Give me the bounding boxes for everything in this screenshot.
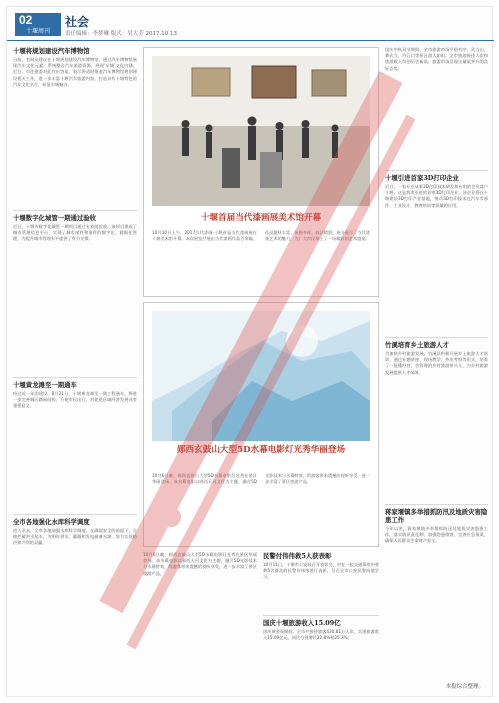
page-header	[7, 7, 494, 43]
feature-body: 10月6日晚，郧西玄鼓山大型5D水幕电影灯光秀在景区华丽登场。该水幕电影以郧西天河文化为主题，融合5D光影技术与水幕特效，给游客带来震撼的视听享受，进一步丰富了景区夜游产品。	[152, 473, 370, 485]
feature-box-exhibition	[143, 47, 379, 297]
feature-body: 10月10日上午，2017当代漆画·十堰首届当代漆画展在十堰美术馆开幕。本次展览共展出当代漆画作品百余幅，作品题材丰富、风格多样、技法精湛，充分展示了当代漆画艺术的魅力，为广大市民奉上了一场精彩的艺术盛宴。	[152, 230, 370, 242]
article-title: 民警付伟伟救5人获表彰	[263, 552, 332, 560]
article-title: 十堰数字化城管一期通过验收	[13, 214, 97, 222]
article-title: 蒋家堰镇多举措抓防汛及地质灾害隐患工作	[385, 508, 488, 524]
divider	[13, 514, 137, 515]
right-column	[385, 47, 488, 677]
article	[13, 47, 137, 207]
article-title: 十堰引进首家3D打印企业	[385, 174, 459, 182]
article-body: 今年以来，蒋家堰镇多举措抓防汛及地质灾害隐患工作，落实防汛责任制，加强隐患排查，完善应急预案，确保人民群众生命财产安全。	[385, 526, 488, 544]
article-title: 十堰将规划建设汽车博物馆	[13, 47, 90, 55]
article-body: 进入汛末，全市各地加强水库科学调度，在确保安全的前提下，合理拦蓄洪水尾水，为明年供水、灌溉和发电储备水源，努力实现防洪和兴利的双赢。	[13, 528, 137, 546]
divider	[385, 504, 488, 505]
article-body: 国庆中秋双节期间，全市旅游市场平稳有序，武当山、赛武当、丹江口等景区游人如织。全市旅游接待人次和旅游收入均创历史新高，旅游市场呈现出量质齐升的良好态势。	[385, 47, 488, 71]
article-body: 经过近一年的建设，8月21日，十堰黄龙滩至一期工程通车，将进一步完善城区路网结构，方便市民出行，对促进区域经济发展具有重要意义。	[13, 391, 137, 409]
article-title: 国庆十堰旅游收入15.09亿	[263, 619, 341, 627]
feature-title: 郧西玄鼓山大型5D水幕电影灯光秀华丽登场	[176, 445, 346, 455]
article-body: 10月11日，十堰市公安局召开表彰会，对在一起交通事故中勇救5名群众的民警付伟伟进行表彰，号召全市公安民警向他学习。	[263, 562, 379, 580]
section-title: 社会	[65, 15, 90, 29]
divider	[13, 210, 137, 211]
article-body: 近日，一家专业从事3D打印技术研发和应用的企业落户十堰，这是我市引进的首家3D打印企业。该企业将在十堰建设3D打印产业基地，推动3D打印技术在汽车零部件、工业设计、教育培训等领域的应用。	[385, 184, 488, 208]
article-body: 国庆黄金周期间，全市共接待游客430.81万人次，实现旅游收入15.09亿元，同比分别增长22.8%和25.3%。	[263, 629, 379, 641]
article-title: 竹溪培育乡土旅游人才	[385, 341, 449, 349]
article-body: 日前，有网友建议在十堰规划建设汽车博物馆，通过汽车博物馆展现汽车文化元素，系统整合汽车旅游资源，展现‘车城’文化内涵。近日，市住建委对此作出答复，表示将适时推进汽车博物馆规划建设相关工作，进一步丰富十堰汽车旅游内容，打造具有十堰特色的汽车文化名片，彰显车城魅力。	[13, 57, 137, 87]
divider	[13, 377, 137, 378]
article-body: 近日，十堰市数字化城管一期项目通过专家组验收。该项目建成了城市管理信息平台，实现了城市部件和事件的数字化、精细化管理，为提升城市管理水平提供了有力支撑。	[13, 224, 137, 242]
article	[13, 381, 137, 511]
newspaper-page	[6, 6, 493, 697]
feature-box-water-screen	[143, 302, 379, 547]
footer-note: 本报综合整理。	[445, 684, 484, 690]
article-body: 10月6日晚，郧西玄鼓山大型5D水幕电影灯光秀在景区华丽登场。该水幕电影以郧西天河文化为主题，融合5D光影技术与水幕特效，给游客带来震撼的视听享受，进一步丰富了景区夜游产品。	[143, 552, 257, 576]
editor-line: 责任编辑：李梦琳 版式：吴大芳 2017.10.13	[65, 31, 177, 37]
left-column	[13, 47, 137, 689]
article-title: 十堰黄龙滩至一期通车	[13, 381, 77, 389]
divider	[263, 615, 379, 616]
page-label: 十堰周刊	[15, 27, 61, 36]
exhibition-photo	[152, 56, 370, 206]
article	[13, 518, 137, 678]
page-number: 02	[15, 13, 61, 27]
center-left-text	[143, 552, 257, 692]
article-title: 全市各地强化水库科学调度	[13, 518, 90, 526]
center-right-articles	[263, 552, 379, 692]
article-body: 为加快乡村旅游发展，竹溪县积极开展乡土旅游人才培训，通过专题讲座、现场教学、外出考察等形式，培养了一批懂经营、会管理的乡村旅游带头人，为乡村旅游发展提供人才保障。	[385, 351, 488, 375]
divider	[385, 170, 488, 171]
divider	[385, 337, 488, 338]
water-screen-photo	[152, 311, 370, 441]
feature-title: 十堰首届当代漆画展美术馆开幕	[200, 213, 322, 223]
header-rule	[7, 40, 494, 41]
article	[13, 214, 137, 374]
